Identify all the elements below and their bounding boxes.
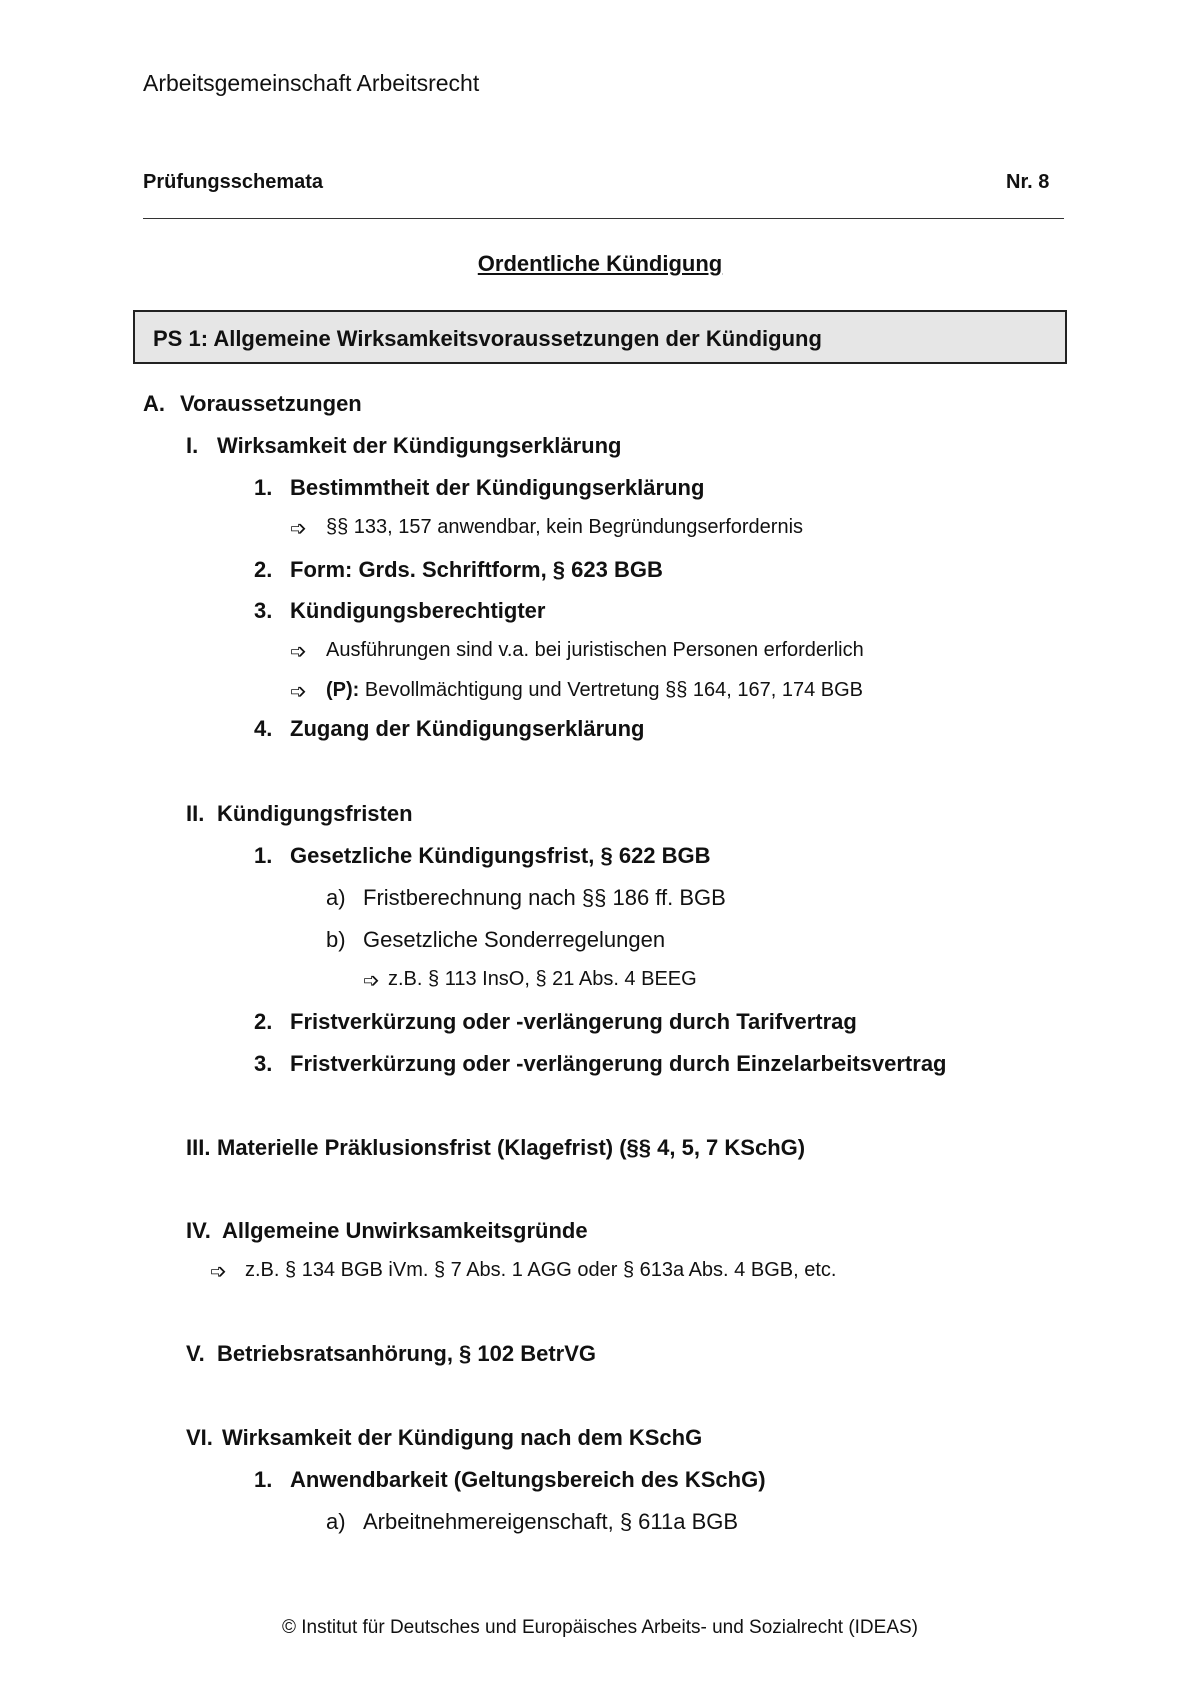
note-text: §§ 133, 157 anwendbar, kein Begründungserfordernis	[326, 516, 804, 538]
copyright-footer: © Institut für Deutsches und Europäisches Arbeits- und Sozialrecht (IDEAS)	[281, 1617, 919, 1638]
item-marker: 3.	[254, 1051, 273, 1076]
subitem-label: Arbeitnehmereigenschaft, § 611a BGB	[363, 1509, 739, 1534]
note-rest: Bevollmächtigung und Vertretung §§ 164, 167, 174 BGB	[359, 679, 864, 701]
series-label: Prüfungsschemata	[143, 171, 324, 193]
outline-heading-ii: Kündigungsfristen	[217, 801, 413, 826]
outline-marker-iii: III.	[186, 1135, 211, 1160]
arrow-right-icon: ➩	[363, 970, 380, 992]
item-marker: 3.	[254, 598, 273, 623]
item-label: Gesetzliche Kündigungsfrist, § 622 BGB	[290, 843, 711, 868]
outline-heading-iv: Allgemeine Unwirksamkeitsgründe	[222, 1218, 588, 1243]
outline-heading-i: Wirksamkeit der Kündigungserklärung	[217, 433, 622, 458]
outline-heading-v: Betriebsratsanhörung, § 102 BetrVG	[217, 1341, 597, 1366]
document-title: Ordentliche Kündigung	[477, 251, 723, 276]
problem-marker: (P):	[326, 679, 360, 701]
item-marker: 1.	[254, 475, 273, 500]
item-label: Fristverkürzung oder -verlängerung durch Einzelarbeitsvertrag	[290, 1051, 947, 1076]
item-label: Fristverkürzung oder -verlängerung durch Tarifvertrag	[290, 1009, 857, 1034]
note-text	[326, 679, 863, 702]
subitem-label: Gesetzliche Sonderregelungen	[363, 927, 666, 952]
item-label: Bestimmtheit der Kündigungserklärung	[290, 475, 705, 500]
outline-marker-iv: IV.	[186, 1218, 211, 1243]
ps-heading: PS 1: Allgemeine Wirksamkeitsvoraussetzungen der Kündigung	[153, 326, 822, 351]
item-marker: 2.	[254, 1009, 273, 1034]
document-number: Nr. 8	[1006, 171, 1050, 193]
organization-name: Arbeitsgemeinschaft Arbeitsrecht	[143, 70, 480, 96]
outline-heading-a: Voraussetzungen	[180, 391, 362, 416]
item-marker: 1.	[254, 843, 273, 868]
subitem-marker: a)	[326, 1509, 346, 1534]
arrow-right-icon: ➩	[290, 681, 307, 703]
item-marker: 1.	[254, 1467, 273, 1492]
header-divider	[143, 218, 1064, 219]
subitem-label: Fristberechnung nach §§ 186 ff. BGB	[363, 885, 726, 910]
note-text: z.B. § 113 InsO, § 21 Abs. 4 BEEG	[388, 968, 697, 990]
arrow-right-icon: ➩	[210, 1261, 227, 1283]
outline-marker-ii: II.	[186, 801, 205, 826]
item-label: Form: Grds. Schriftform, § 623 BGB	[290, 557, 663, 582]
outline-heading-iii: Materielle Präklusionsfrist (Klagefrist) (§§ 4, 5, 7 KSchG)	[217, 1135, 806, 1160]
outline-marker-i: I.	[186, 433, 199, 458]
outline-marker-v: V.	[186, 1341, 205, 1366]
outline-marker-a: A.	[143, 391, 165, 416]
arrow-right-icon: ➩	[290, 518, 307, 540]
arrow-right-icon: ➩	[290, 641, 307, 663]
item-label: Anwendbarkeit (Geltungsbereich des KSchG)	[290, 1467, 766, 1492]
item-marker: 4.	[254, 716, 273, 741]
subitem-marker: b)	[326, 927, 346, 952]
item-label: Zugang der Kündigungserklärung	[290, 716, 645, 741]
item-marker: 2.	[254, 557, 273, 582]
note-text: z.B. § 134 BGB iVm. § 7 Abs. 1 AGG oder § 613a Abs. 4 BGB, etc.	[245, 1259, 837, 1281]
item-label: Kündigungsberechtigter	[290, 598, 546, 623]
subitem-marker: a)	[326, 885, 346, 910]
outline-marker-vi: VI.	[186, 1425, 213, 1450]
outline-heading-vi: Wirksamkeit der Kündigung nach dem KSchG	[222, 1425, 703, 1450]
note-text: Ausführungen sind v.a. bei juristischen Personen erforderlich	[326, 639, 864, 661]
